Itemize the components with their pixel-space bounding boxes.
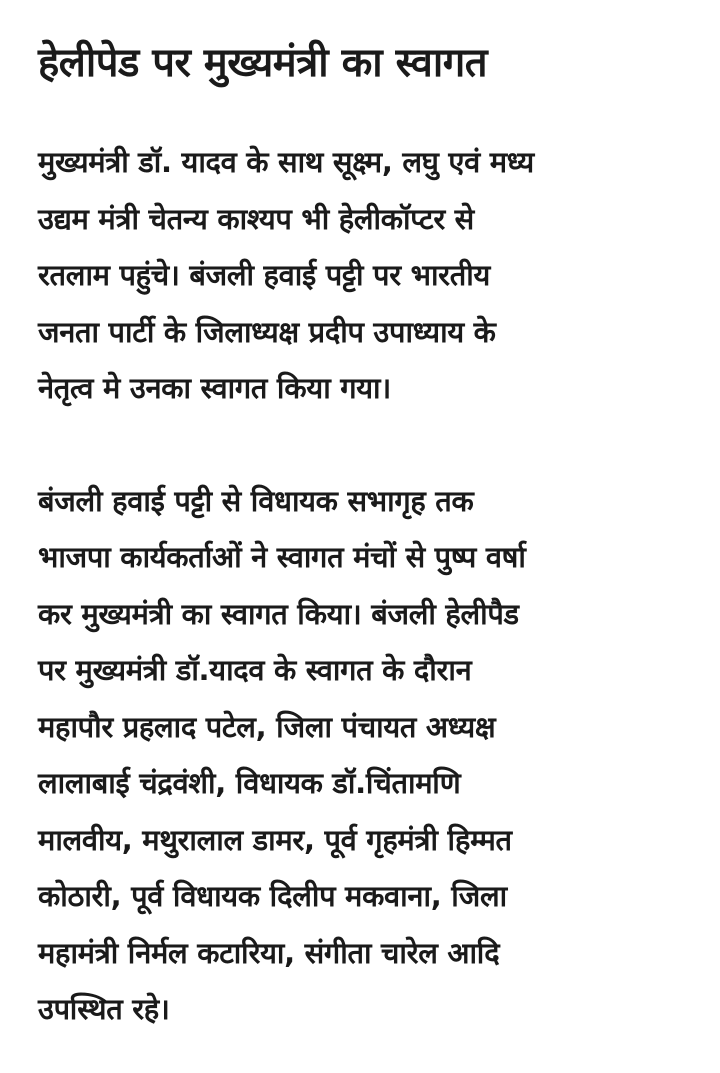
paragraph-line: महापौर प्रहलाद पटेल, जिला पंचायत अध्यक्ष xyxy=(38,709,496,744)
paragraph-line: कोठारी, पूर्व विधायक दिलीप मकवाना, जिला xyxy=(38,879,507,913)
paragraph-line: उद्यम मंत्री चेतन्य काश्यप भी हेलीकॉप्टर से xyxy=(38,201,474,236)
paragraph-line: पर मुख्यमंत्री डॉ.यादव के स्वागत के दौरान xyxy=(38,653,472,687)
paragraph-line: मालवीय, मथुरालाल डामर, पूर्व गृहमंत्री हिम्मत xyxy=(38,822,512,857)
paragraph-line: महामंत्री निर्मल कटारिया, संगीता चारेल आदि xyxy=(38,935,500,970)
paragraph-1 xyxy=(38,134,698,417)
paragraph-line: बंजली हवाई पट्टी से विधायक सभागृह तक xyxy=(38,483,474,518)
paragraph-line: नेतृत्व मे उनका स्वागत किया गया। xyxy=(38,371,391,405)
paragraph-line: लालाबाई चंद्रवंशी, विधायक डॉ.चिंतामणि xyxy=(38,766,461,800)
paragraph-spacer xyxy=(38,417,698,473)
paragraph-line: कर मुख्यमंत्री का स्वागत किया। बंजली हेलीपैड xyxy=(38,596,519,631)
paragraph-line: भाजपा कार्यकर्ताओं ने स्वागत मंचों से पुष्प वर्षा xyxy=(38,540,526,574)
paragraph-line: रतलाम पहुंचे। बंजली हवाई पट्टी पर भारतीय xyxy=(38,258,491,292)
paragraph-2 xyxy=(38,473,698,1038)
paragraph-line: जनता पार्टी के जिलाध्यक्ष प्रदीप उपाध्याय के xyxy=(38,314,496,349)
paragraph-line: मुख्यमंत्री डॉ. यादव के साथ सूक्ष्म, लघु एवं मध्य xyxy=(38,145,534,179)
news-article xyxy=(38,26,698,1038)
paragraph-line: उपस्थित रहे। xyxy=(38,992,170,1026)
article-headline: हेलीपेड पर मुख्यमंत्री का स्वागत xyxy=(38,40,488,86)
